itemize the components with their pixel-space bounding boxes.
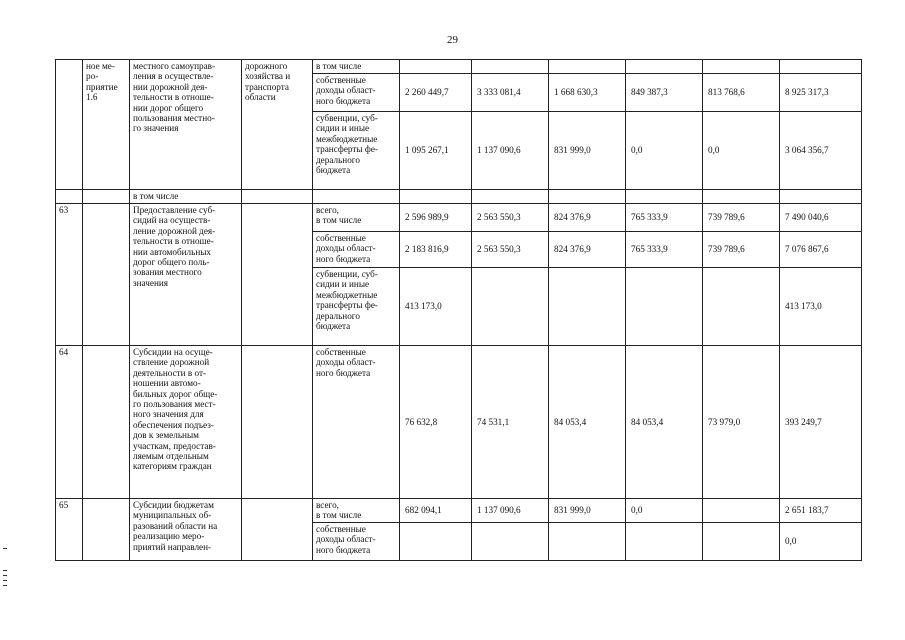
measure-code-cell: ное ме- ро- приятие 1.6 bbox=[83, 60, 130, 190]
value-cell: 2 596 989,9 bbox=[400, 204, 472, 232]
value-cell bbox=[703, 499, 780, 523]
value-cell: 84 053,4 bbox=[549, 346, 626, 499]
source-cell: всего, в том числе bbox=[313, 499, 400, 523]
value-cell: 1 137 090,6 bbox=[472, 112, 549, 190]
value-cell: 2 183 816,9 bbox=[400, 232, 472, 268]
budget-table bbox=[55, 59, 862, 561]
scan-margin-mark bbox=[3, 570, 7, 571]
value-cell bbox=[549, 268, 626, 346]
value-cell: 0,0 bbox=[626, 112, 703, 190]
value-cell: 2 563 550,3 bbox=[472, 204, 549, 232]
row-number-cell: 63 bbox=[56, 204, 83, 346]
value-cell: 3 333 081,4 bbox=[472, 74, 549, 112]
source-cell: собственные доходы област- ного бюджета bbox=[313, 232, 400, 268]
value-cell: 0,0 bbox=[703, 112, 780, 190]
value-cell: 3 064 356,7 bbox=[780, 112, 862, 190]
source-cell: всего, в том числе bbox=[313, 204, 400, 232]
table-row bbox=[56, 204, 862, 232]
row-number-cell: 65 bbox=[56, 499, 83, 561]
value-cell bbox=[549, 523, 626, 561]
page-number: 29 bbox=[447, 34, 458, 46]
scan-margin-mark bbox=[3, 580, 7, 581]
value-cell: 824 376,9 bbox=[549, 204, 626, 232]
scan-margin-mark bbox=[3, 575, 7, 576]
executor-cell: дорожного хозяйства и транспорта области bbox=[242, 60, 313, 190]
source-cell: собственные доходы област- ного бюджета bbox=[313, 74, 400, 112]
value-cell bbox=[626, 523, 703, 561]
value-cell: 1 668 630,3 bbox=[549, 74, 626, 112]
value-cell: 7 490 040,6 bbox=[780, 204, 862, 232]
value-cell bbox=[400, 523, 472, 561]
measure-name-cell: местного самоуправ- ления в осуществле- нии дорожной дея- тельности в отноше- нии дорог общего пользования местно- го значения bbox=[130, 60, 242, 190]
value-cell: 74 531,1 bbox=[472, 346, 549, 499]
value-cell: 2 651 183,7 bbox=[780, 499, 862, 523]
value-cell: 73 979,0 bbox=[703, 346, 780, 499]
measure-name-cell: в том числе bbox=[130, 190, 242, 204]
measure-name-cell: Субсидии бюджетам муниципальных об- разований области на реализацию меро- приятий направлен- bbox=[130, 499, 242, 561]
value-cell: 849 387,3 bbox=[626, 74, 703, 112]
value-cell: 76 632,8 bbox=[400, 346, 472, 499]
value-cell: 2 563 550,3 bbox=[472, 232, 549, 268]
value-cell: 813 768,6 bbox=[703, 74, 780, 112]
value-cell: 2 260 449,7 bbox=[400, 74, 472, 112]
value-cell: 0,0 bbox=[780, 523, 862, 561]
table-row bbox=[56, 346, 862, 499]
value-cell: 1 095 267,1 bbox=[400, 112, 472, 190]
source-cell: собственные доходы област- ного бюджета bbox=[313, 523, 400, 561]
table-row bbox=[56, 499, 862, 523]
value-cell: 413 173,0 bbox=[400, 268, 472, 346]
value-cell: 831 999,0 bbox=[549, 112, 626, 190]
value-cell: 393 249,7 bbox=[780, 346, 862, 499]
scan-margin-mark bbox=[3, 548, 7, 549]
value-cell: 413 173,0 bbox=[780, 268, 862, 346]
value-cell: 8 925 317,3 bbox=[780, 74, 862, 112]
value-cell bbox=[626, 268, 703, 346]
source-cell: субвенции, суб- сидии и иные межбюджетные трансферты фе- дерального бюджета bbox=[313, 112, 400, 190]
source-cell: собственные доходы област- ного бюджета bbox=[313, 346, 400, 499]
value-cell: 84 053,4 bbox=[626, 346, 703, 499]
value-cell: 739 789,6 bbox=[703, 204, 780, 232]
value-cell: 1 137 090,6 bbox=[472, 499, 549, 523]
value-cell bbox=[703, 268, 780, 346]
row-number-cell bbox=[56, 60, 83, 190]
table-row bbox=[56, 60, 862, 74]
measure-name-cell: Предоставление суб- сидий на осуществ- ление дорожной дея- тельности в отноше- нии автомобильных дорог общего поль- зования местного значения bbox=[130, 204, 242, 346]
source-cell: в том числе bbox=[313, 60, 400, 74]
value-cell: 831 999,0 bbox=[549, 499, 626, 523]
table-row bbox=[56, 190, 862, 204]
value-cell: 682 094,1 bbox=[400, 499, 472, 523]
value-cell bbox=[472, 523, 549, 561]
value-cell: 765 333,9 bbox=[626, 204, 703, 232]
value-cell: 824 376,9 bbox=[549, 232, 626, 268]
measure-name-cell: Субсидии на осуще- ствление дорожной деятельности в от- ношении автомо- бильных дорог обще- го пользования мест- ного значения для обеспечения подъез- дов к земельным участкам, предостав- ляемым отдельным категориям граждан bbox=[130, 346, 242, 499]
value-cell: 0,0 bbox=[626, 499, 703, 523]
scan-margin-mark bbox=[3, 585, 7, 586]
value-cell: 739 789,6 bbox=[703, 232, 780, 268]
value-cell: 765 333,9 bbox=[626, 232, 703, 268]
row-number-cell: 64 bbox=[56, 346, 83, 499]
value-cell bbox=[703, 523, 780, 561]
value-cell bbox=[472, 268, 549, 346]
source-cell: субвенции, суб- сидии и иные межбюджетные трансферты фе- дерального бюджета bbox=[313, 268, 400, 346]
value-cell: 7 076 867,6 bbox=[780, 232, 862, 268]
